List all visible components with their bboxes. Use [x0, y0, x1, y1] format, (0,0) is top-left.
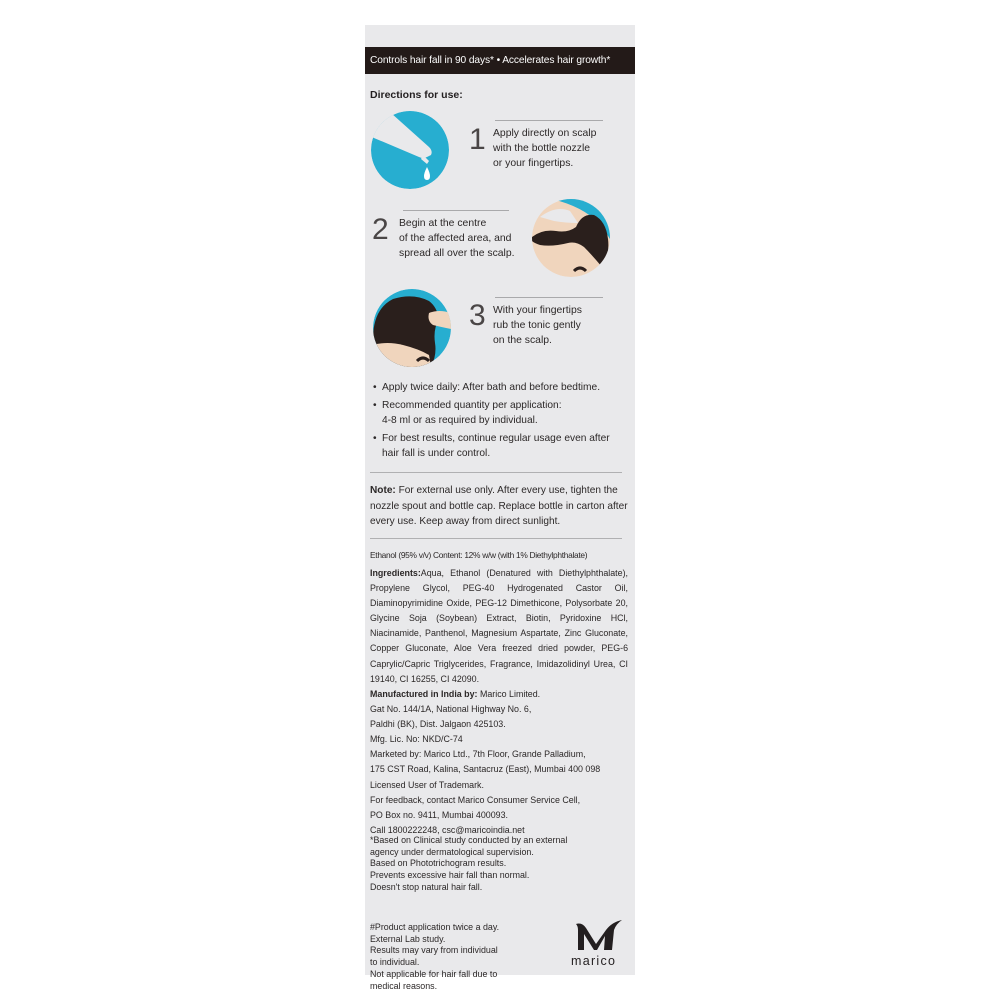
usage-instructions-list [373, 380, 633, 464]
manufacturer-line: Gat No. 144/1A, National Highway No. 6, [370, 704, 532, 715]
manufacturer-label: Manufactured in India by: [370, 689, 478, 699]
manufacturer-line: PO Box no. 9411, Mumbai 400093. [370, 809, 508, 820]
manufacturer-name: Marico Limited. [477, 689, 541, 699]
lab-footnote: #Product application twice a day. External Lab study. Results may vary from individual to individual. Not applicable for hair fall due to medical reasons. [370, 922, 500, 991]
step-1-number: 1 [469, 123, 486, 156]
usage-bullet: • For best results, continue regular usage even after hair fall is under control. [373, 431, 633, 461]
product-carton-panel [365, 25, 635, 991]
step-3-text: With your fingertips rub the tonic gently on the scalp. [493, 305, 582, 346]
clinical-footnote: *Based on Clinical study conducted by an external agency under dermatological supervision. Based on Phototrichogram results. Prevents excessive hair fall than normal. Doesn't stop natural hair fall. [370, 835, 568, 892]
marico-m-logo-icon [572, 918, 624, 952]
brand-wordmark: marico [571, 954, 617, 968]
manufacturer-line: For feedback, contact Marico Consumer Service Cell, [370, 794, 581, 805]
manufacturer-block [370, 687, 632, 838]
section-divider [370, 538, 622, 539]
manufacturer-line: Licensed User of Trademark. [370, 779, 484, 790]
note-label: Note: [370, 485, 396, 496]
ingredients-block [370, 566, 628, 687]
section-divider [370, 472, 622, 473]
ingredients-text: Aqua, Ethanol (Denatured with Diethylphthalate), Propylene Glycol, PEG-40 Hydrogenated Castor Oil, Diaminopyrimidine Oxide, PEG-12 Dimethicone, Polysorbate 20, Glycine Soja (Soybean) Extract, Biotin, Pyridoxine HCl, Niacinamide, Panthenol, Magnesium Aspartate, Zinc Gluconate, Copper Gluconate, Aloe Vera freezed dried powder, PEG-6 Caprylic/Capric Triglycerides, Fragrance, Imidazolidinyl Urea, CI 19140, CI 16255, CI 42090. [370, 568, 628, 684]
step-3-divider [495, 297, 603, 298]
step-2-text: Begin at the centre of the affected area, and spread all over the scalp. [399, 218, 515, 259]
manufacturer-line: Marketed by: Marico Ltd., 7th Floor, Grande Palladium, [370, 749, 586, 760]
note-block [370, 483, 632, 530]
ethanol-content: Ethanol (95% v/v) Content: 12% w/w (with 1% Diethylphthalate) [370, 550, 588, 560]
fingertip-massage-icon [373, 289, 451, 367]
manufacturer-line: Mfg. Lic. No: NKD/C-74 [370, 734, 463, 745]
manufacturer-line: Paldhi (BK), Dist. Jalgaon 425103. [370, 719, 506, 730]
step-3-number: 3 [469, 299, 486, 332]
step-2-divider [403, 210, 509, 211]
step-2-number: 2 [372, 213, 389, 246]
step-1-divider [495, 120, 603, 121]
usage-bullet: • Recommended quantity per application: 4-8 ml or as required by individual. [373, 398, 633, 428]
ingredients-label: Ingredients: [370, 568, 421, 578]
bottle-nozzle-drop-icon [371, 111, 449, 189]
step-1-text: Apply directly on scalp with the bottle nozzle or your fingertips. [493, 128, 597, 169]
manufacturer-line: 175 CST Road, Kalina, Santacruz (East), Mumbai 400 098 [370, 764, 601, 775]
manufacturer-line: Call 1800222248, csc@maricoindia.net [370, 824, 525, 835]
brand-logo [566, 918, 626, 974]
scalp-application-icon [532, 199, 610, 277]
usage-bullet: • Apply twice daily: After bath and before bedtime. [373, 380, 633, 395]
directions-title: Directions for use: [370, 89, 463, 101]
note-text: For external use only. After every use, tighten the nozzle spout and bottle cap. Replace bottle in carton after every use. Keep away from direct sunlight. [370, 485, 628, 527]
claims-banner: Controls hair fall in 90 days* • Accelerates hair growth* [365, 47, 635, 74]
